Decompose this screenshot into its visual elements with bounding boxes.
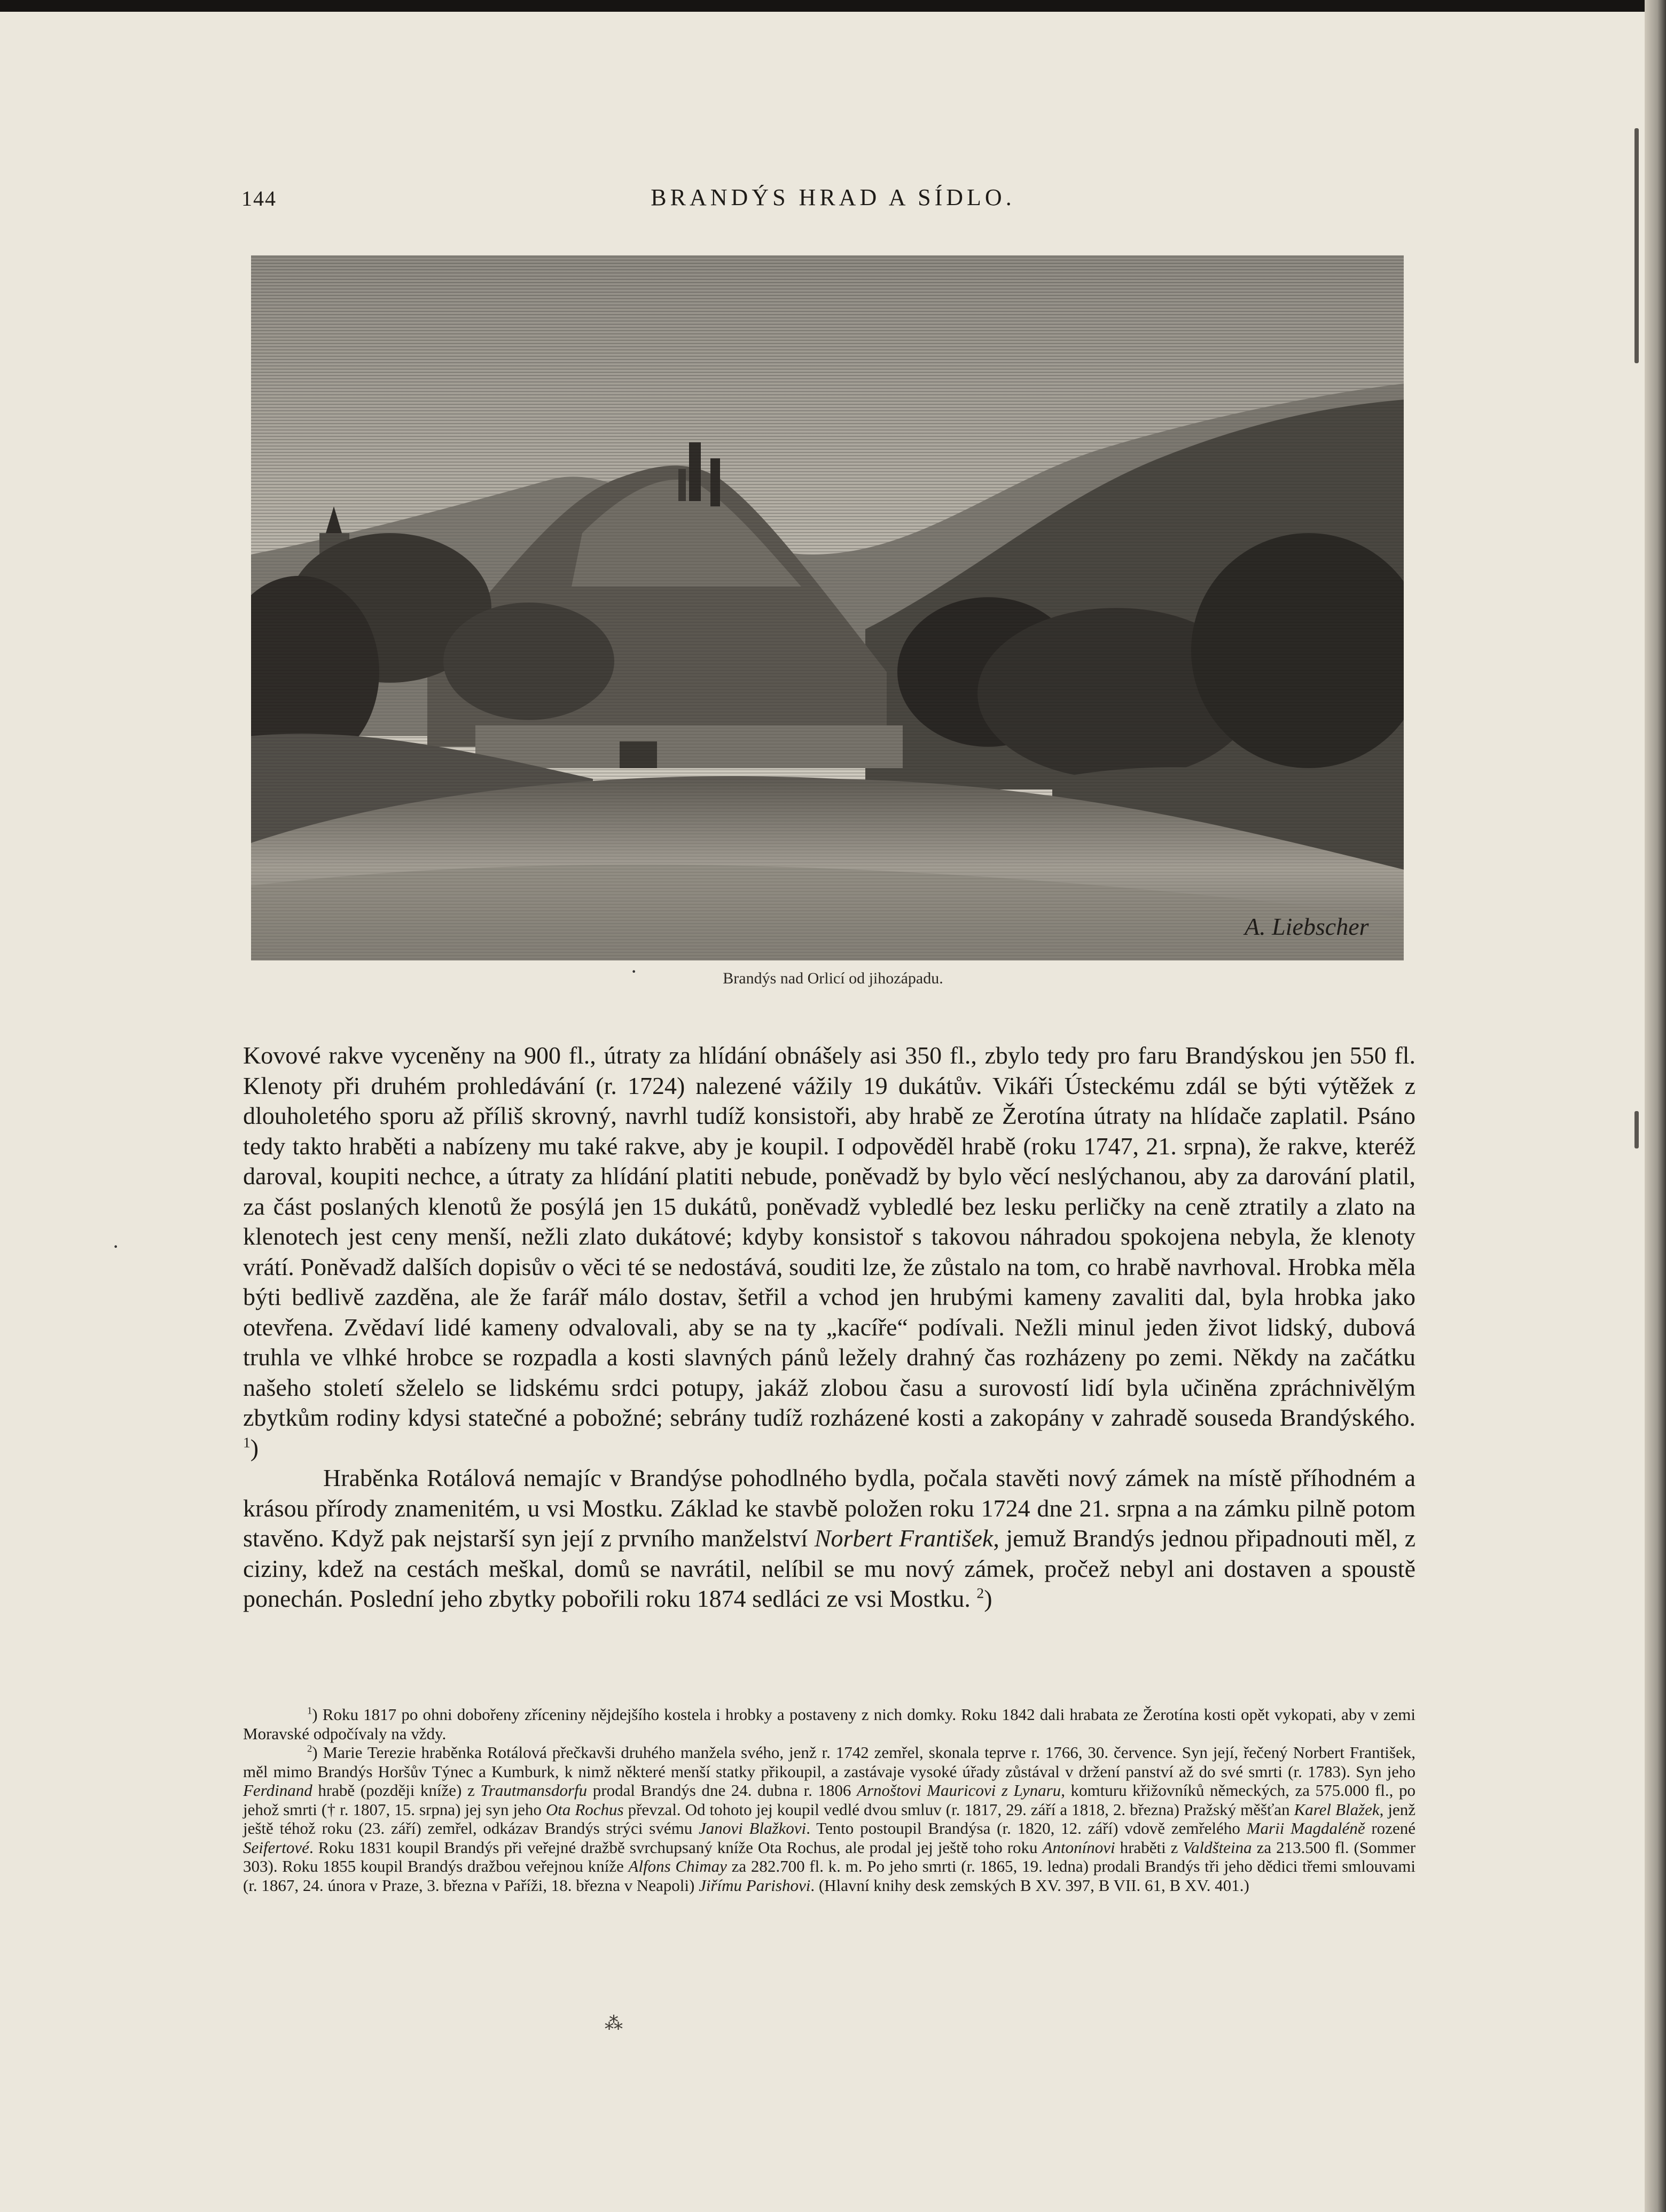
footnote-2: $^2$) Marie Terezie hraběnka Rotálová přečkavši druhého manžela svého, jenž r. 1742 zemřel, skonala teprve r. 1766, 30. července. Syn její, řečený Norbert František, měl mimo Brandýs Horšův Týnec a Kumburk, k nimž některé menší statky přikoupil, a zastávaje vysoké úřady zůstával v držení panství až do své smrti (r. 1783). Syn jeho Ferdinand hrabě (později kníže) z Trautmansdorfu prodal Brandýs dne 24. dubna r. 1806 Arnoštovi Mauricovi z Lynaru, komturu křižovníků německých, za 575.000 fl., po jehož smrti († r. 1807, 15. srpna) jej syn jeho Ota Rochus převzal. Od tohoto jej koupil vedlé dvou smluv (r. 1817, 29. září a 1818, 2. března) Pražský měšťan Karel Blažek, jenž ještě téhož roku (23. září) zemřel, odkázav Brandýs strýci svému Janovi Blažkovi. Tento postoupil Brandýsa (r. 1820, 12. září) vdově zemřelého Marii Magdaléně rozené Seifertové. Roku 1831 koupil Brandýs při veřejné dražbě svrchupsaný kníže Ota Rochus, ale prodal jej ještě toho roku Antonínovi hraběti z Valdšteina za 213.500 fl. (Sommer 303). Roku 1855 koupil Brandýs dražbou veřejnou kníže Alfons Chimay za 282.700 fl. k. m. Po jeho smrti (r. 1865, 19. ledna) prodali Brandýs tři jeho dědici třemi smlouvami (r. 1867, 24. února v Praze, 3. března v Paříži, 18. března v Neapoli) Jiřímu Parishovi. (Hlavní knihy desk zemských B XV. 397, B VII. 61, B XV. 401.) [243,1743,1416,1895]
footnotes [243,1705,1415,1895]
footnote-1: $^1$) Roku 1817 po ohni dobořeny zříceniny nějdejšího kostela i hrobky a postaveny z nich domky. Roku 1842 dali hrabata ze Žerotína kosti opět vykopati, aby v zemi Moravské odpočívaly na vždy. [243,1705,1415,1743]
italic-name: Norbert František [814,1525,994,1552]
illustration-caption: Brandýs nad Orlicí od jihozápadu. [723,970,943,987]
running-title: BRANDÝS HRAD A SÍDLO. [651,184,1015,210]
landscape-engraving [251,255,1404,960]
paragraph: Kovové rakve vyceněny na 900 fl., útraty za hlídání obnášely asi 350 fl., zbylo tedy pro faru Brandýskou jen 550 fl. Klenoty při druhém prohledávání (r. 1724) nalezené vážily 19 dukátův. Vikáři Ústeckému zdál se býti výtěžek z dlouholetého sporu až příliš skrovný, navrhl tudíž konsistoři, aby hrabě ze Žerotína útraty na hlídače zaplatil. Psáno tedy takto hraběti a nabízeny mu také rakve, aby je koupil. I odpověděl hrabě (roku 1747, 21. srpna), že rakve, kteréž daroval, koupiti nechce, a útraty za hlídání platiti nebude, poněvadž by bylo věcí neslýchanou, aby za darování platil, za část poslaných klenotů že posýlá jen 15 dukátů, poněvadž vybledlé bez lesku perličky na ceně ztratily a zlato na klenotech jest ceny menší, nežli zlato dukátové; kdyby konsistoř s takovou náhradou spokojena nebyla, že klenoty vrátí. Poněvadž dalších dopisův o věci té se nedostává, souditi lze, že zůstalo na tom, co hrabě navrhoval. Hrobka měla býti bedlivě zazděna, ale že farář málo dostav, šetřil a vchod jen hrubými kameny zavaliti dal, byla hrobka jako otevřena. Zvědaví lidé kameny odvalovali, aby se na ty „kacíře“ podívali. Nežli minul jeden život lidský, dubová truhla ve vlhké hrobce se rozpadla a kosti slavných pánů ležely drahný čas rozházeny po zemi. Někdy na začátku našeho století sželelo se lidskému srdci potupy, jakáž zlobou času a surovostí lidí byla učiněna zpráchnivělým zbytkům rodiny kdysi statečné a pobožné; sebrány tudíž rozházené kosti a zakopány v zahradě souseda Brandýského. $^1$) [243,1042,1415,1461]
scan-top-edge [0,0,1666,12]
footnote-ref: 2 [976,1584,984,1601]
margin-speck: · [630,959,638,983]
artist-signature: A. Liebscher [1245,913,1369,940]
binding-mark [1634,128,1639,363]
binding-mark [1634,1111,1639,1148]
paragraph: Hraběnka Rotálová nemajíc v Brandýse pohodlného bydla, počala stavěti nový zámek na místě příhodném a krásou přírody znamenitém, u vsi Mostku. Základ ke stavbě položen roku 1724 dne 21. srpna a na zámku pilně potom stavěno. Když pak nejstarší syn její z prvního manželství Norbert František, jemuž Brandýs jednou připadnouti měl, z ciziny, kdež na cestách meškal, domů se navrátil, nelíbil se mu nový zámek, pročež nebyl ani dostaven a spoustě ponechán. Poslední jeho zbytky pobořili roku 1874 sedláci ze vsi Mostku. $^2$) [243,1464,1415,1612]
page-number: 144 [241,186,277,210]
footnote-ref: 1 [243,1434,251,1451]
engraving-illustration [251,255,1404,960]
printer-ornament: ⁂ [605,2014,623,2034]
scan-right-edge [1645,0,1666,2212]
main-text [243,1041,1415,1614]
margin-speck: · [112,1234,120,1259]
